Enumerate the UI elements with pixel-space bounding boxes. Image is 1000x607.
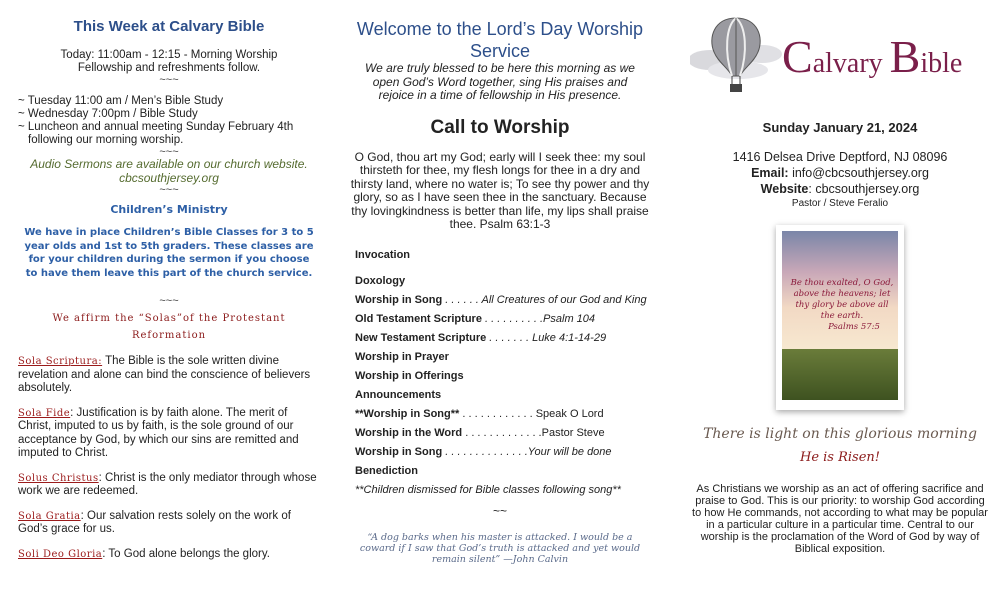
verse-line: the earth.	[820, 311, 864, 321]
divider: ~~	[492, 503, 507, 518]
service-date: Sunday January 21, 2024	[762, 120, 918, 135]
list-item: ~ Luncheon and annual meeting Sunday February 4th following our morning worship.	[18, 121, 294, 146]
dismiss-note: **Children dismissed for Bible classes following song**	[355, 483, 621, 496]
sola-item	[18, 355, 320, 396]
website-line: Website: cbcsouthjersey.org	[760, 182, 920, 196]
sola-text: : To God alone belongs the glory.	[102, 547, 270, 560]
welcome-subtitle: We are truly blessed to be here this morning as we open God’s Word together, sing His praises and rejoice in a time of fellowship in His presence.	[365, 61, 635, 102]
sola-term: Sola Gratia	[18, 510, 81, 522]
church-logo	[690, 12, 990, 102]
website-link[interactable]: : cbcsouthjersey.org	[808, 182, 920, 196]
fellowship-note: Fellowship and refreshments follow.	[77, 62, 261, 74]
order-row: New Testament Scripture . . . . . . . Luke 4:1-14-29	[355, 331, 607, 344]
contact-block	[690, 149, 990, 197]
email-line: Email: info@cbcsouthjersey.org	[751, 166, 929, 180]
call-to-worship-text: O God, thou art my God; early will I seek thee: my soul thirsteth for thee, my flesh longs for thee in a dry and thirsty land, where no water is; To see thy power and thy glory, so as I have seen thee in the sanctuary. Because thy lovingkindness is better than life, my lips shall praise thee. Psalm 63:1-3	[350, 149, 650, 231]
order-row: Doxology	[355, 274, 406, 287]
order-row: Invocation	[355, 248, 411, 261]
sola-item	[18, 548, 320, 562]
left-panel	[0, 0, 330, 607]
middle-panel	[340, 0, 660, 607]
verse-line: thy glory be above all	[795, 300, 889, 310]
sola-item	[18, 510, 320, 537]
email-link[interactable]: info@cbcsouthjersey.org	[788, 166, 929, 180]
verse-line: Psalms 57:5	[828, 322, 880, 332]
events-list	[18, 95, 320, 147]
order-row: Worship in Song . . . . . . . . . . . . . .Your will be done	[355, 445, 612, 458]
verse-line: Be thou exalted, O God,	[790, 278, 894, 288]
he-is-risen: He is Risen!	[799, 450, 881, 465]
sola-item	[18, 472, 320, 499]
order-row: Worship in the Word . . . . . . . . . . . . .Pastor Steve	[355, 426, 605, 439]
sola-text: : Justification is by faith alone. The merit of Christ, imputed to us by faith, is the sole ground of our acceptance by God, by which our sins are remitted and imputed to Christ.	[18, 406, 299, 459]
order-row: Old Testament Scripture . . . . . . . . . .Psalm 104	[355, 312, 596, 325]
address: 1416 Delsea Drive Deptford, NJ 08096	[732, 150, 948, 164]
order-of-service	[340, 246, 660, 500]
childrens-ministry-text: We have in place Children’s Bible Classes for 3 to 5 year olds and 1st to 5th graders. These classes are for your children during the sermon if you choose to have them leave this part of the church service.	[24, 227, 314, 279]
audio-sermons-note: Audio Sermons are available on our church website.	[30, 157, 308, 171]
order-row: Worship in Song . . . . . . All Creatures of our God and King	[355, 293, 647, 306]
church-name-logo: Calvary Bible	[782, 31, 963, 82]
solas-heading: We affirm the “Solas”of the Protestant Reformation	[52, 313, 286, 341]
worship-statement: As Christians we worship as an act of offering sacrifice and praise to God. This is our priority: to worship God according to how He commands, not according to what may be popular in a particular culture in a particular time. Central to our worship is the proclamation of the Word of God by way of Biblical exposition.	[692, 483, 988, 555]
this-week-heading: This Week at Calvary Bible	[73, 18, 265, 35]
sola-text: : Our salvation rests solely on the work of God’s grace for us.	[18, 509, 291, 535]
welcome-title: Welcome to the Lord’s Day Worship Service	[356, 19, 644, 61]
order-row: **Worship in Song** . . . . . . . . . . . . Speak O Lord	[355, 407, 604, 420]
sola-text: : Christ is the only mediator through whose work we are redeemed.	[18, 471, 317, 497]
childrens-ministry-title: Children’s Ministry	[110, 203, 228, 216]
list-item: ~ Tuesday 11:00 am / Men’s Bible Study	[18, 95, 224, 107]
verse-line: above the heavens; let	[793, 289, 891, 299]
sola-term: Sola Fide	[18, 407, 71, 419]
field-sunset-image	[782, 231, 898, 400]
divider: ~~~	[159, 295, 179, 307]
today-service: Today: 11:00am - 12:15 - Morning Worship	[60, 49, 278, 61]
call-to-worship-title: Call to Worship	[430, 116, 570, 138]
sola-term: Sola Scriptura:	[18, 356, 103, 367]
calvin-quote: “A dog barks when his master is attacked. I would be a coward if I saw that God’s truth is attacked and yet would remain silent” —John Calvin	[359, 531, 641, 565]
order-row: Worship in Offerings	[355, 369, 464, 382]
order-row: Worship in Prayer	[355, 350, 449, 363]
order-row: Announcements	[355, 388, 442, 401]
pastor-name: Pastor / Steve Feralio	[791, 198, 889, 209]
sola-text: The Bible is the sole written divine revelation and alone can bind the conscience of believers absolutely.	[18, 355, 311, 394]
divider: ~~~	[159, 184, 179, 196]
light-tagline: There is light on this glorious morning	[703, 426, 977, 442]
sola-term: Soli Deo Gloria	[18, 548, 103, 560]
right-panel	[680, 0, 1000, 607]
sola-item	[18, 407, 320, 461]
divider: ~~~	[159, 74, 179, 86]
website-link[interactable]: cbcsouthjersey.org	[119, 171, 219, 185]
list-item: ~ Wednesday 7:00pm / Bible Study	[18, 108, 198, 120]
scripture-photo	[776, 225, 904, 410]
hot-air-balloon-icon	[690, 12, 782, 98]
sola-term: Solus Christus	[18, 472, 99, 484]
divider: ~~~	[159, 146, 179, 158]
order-row: Benediction	[355, 464, 418, 477]
